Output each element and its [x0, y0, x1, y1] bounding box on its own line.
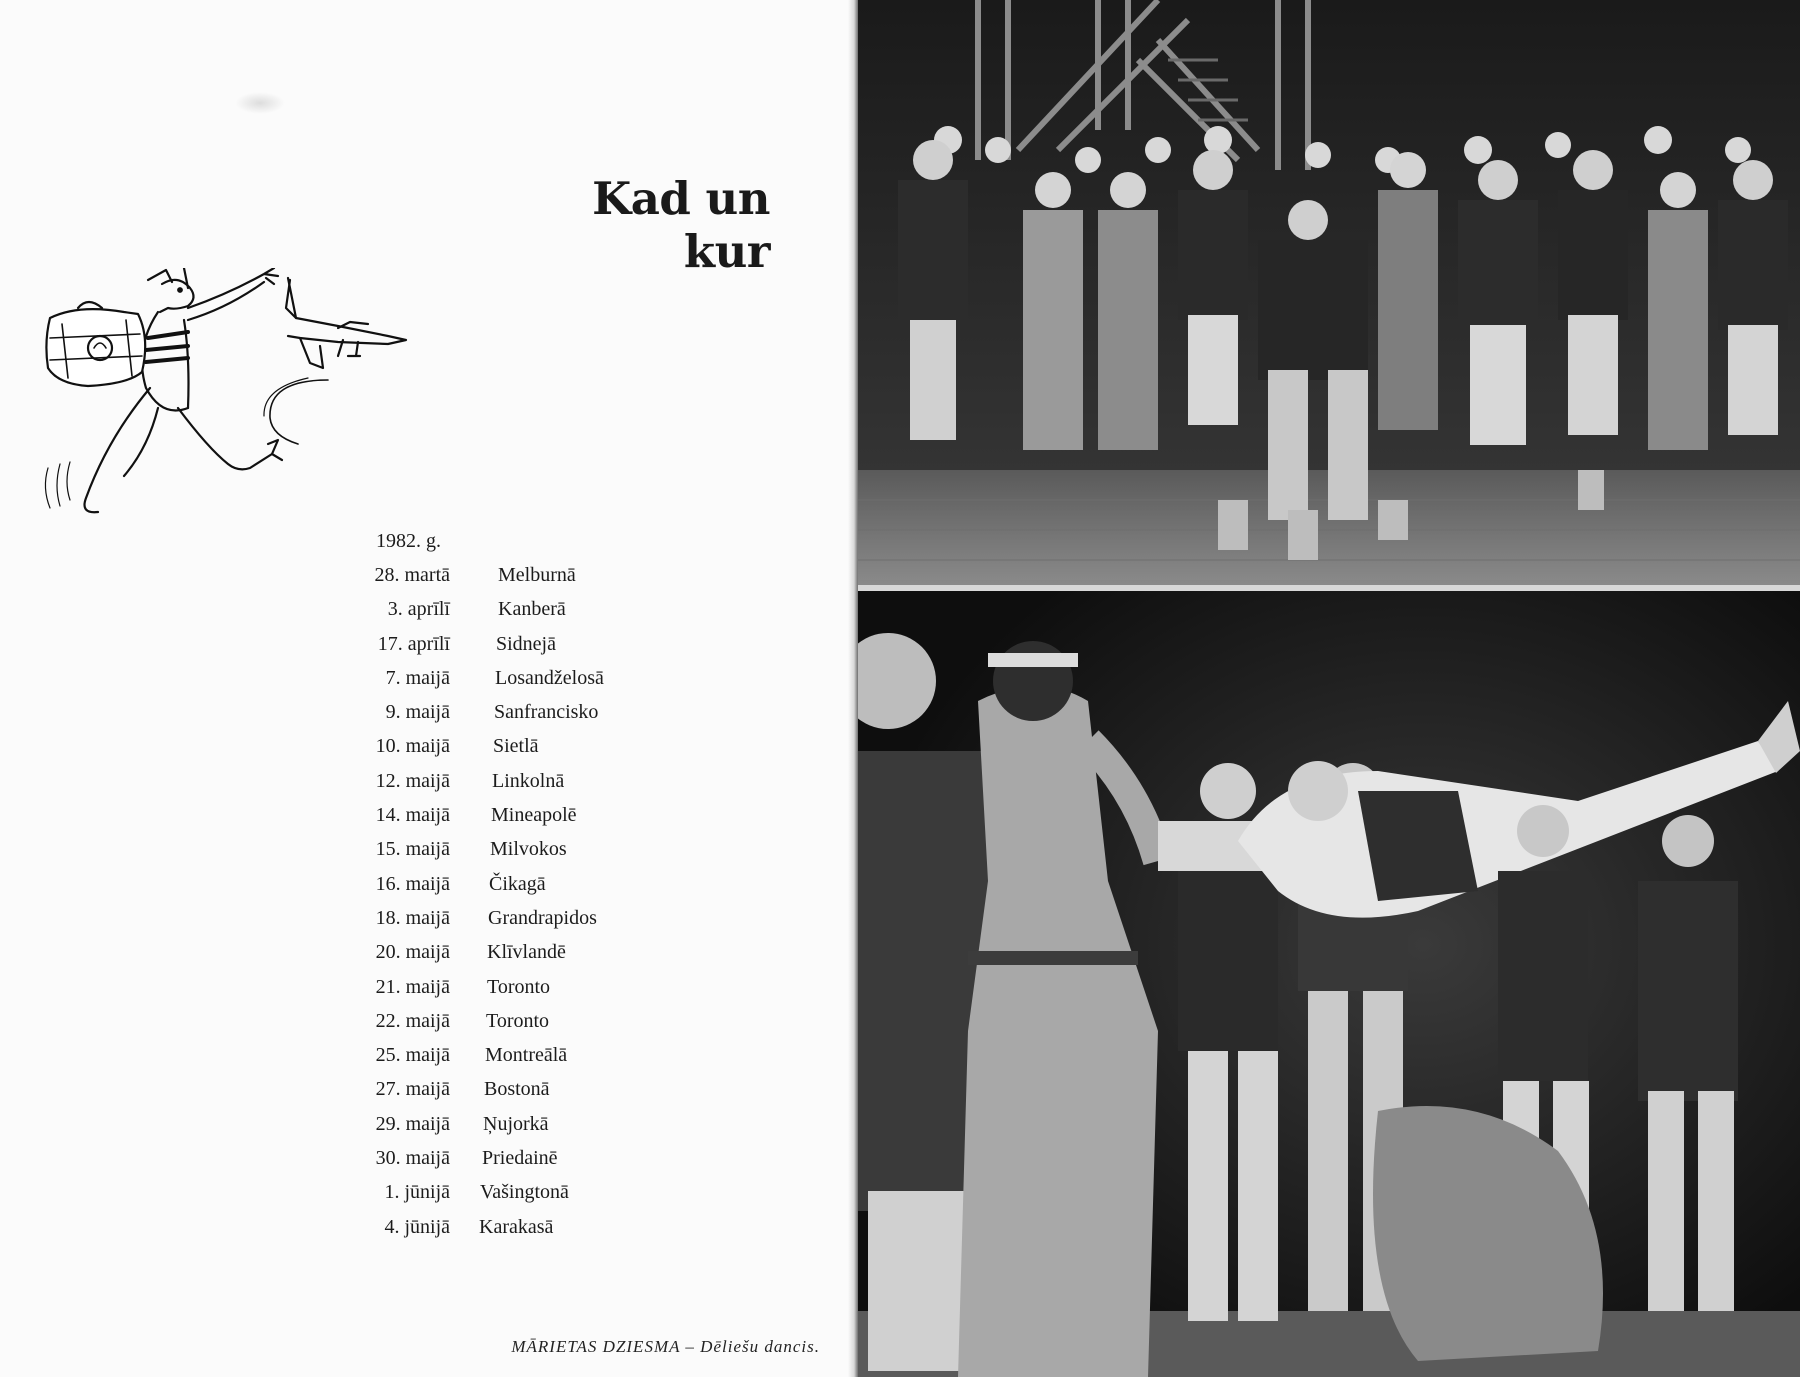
schedule-date: 22. maijā: [375, 1009, 450, 1032]
schedule-city: Grandrapidos: [488, 906, 597, 929]
schedule-row: [299, 1113, 700, 1147]
schedule-date: 25. maijā: [375, 1044, 450, 1067]
schedule-row: [303, 838, 700, 872]
schedule-row: [306, 598, 700, 632]
schedule-date: 1. jūnijā: [384, 1181, 450, 1204]
schedule-row: [297, 1216, 700, 1250]
schedule-city: Sanfrancisko: [494, 701, 599, 724]
schedule-city: Sidnejā: [496, 632, 556, 655]
schedule-city: Karakasā: [479, 1215, 554, 1238]
schedule-city: Vašingtonā: [480, 1181, 569, 1204]
schedule-row: [302, 907, 700, 941]
schedule-city: Priedainē: [482, 1147, 558, 1170]
page-gutter: [848, 0, 858, 1377]
schedule-row: [301, 941, 700, 975]
schedule-row: [303, 804, 700, 838]
tour-year: 1982. g.: [376, 530, 441, 552]
schedule-date: 18. maijā: [375, 906, 450, 929]
schedule-city: Mineapolē: [491, 804, 577, 827]
photo-caption: MĀRIETAS DZIESMA – Dēliešu dancis.: [511, 1337, 820, 1356]
page-title: Kad un kur: [592, 172, 770, 278]
stage-chorus-photo: [858, 0, 1800, 585]
schedule-date: 28. martā: [374, 564, 450, 586]
schedule-date: 14. maijā: [375, 804, 450, 827]
schedule-city: Ņujorkā: [483, 1112, 549, 1135]
schedule-city: Kanberā: [498, 598, 566, 621]
schedule-city: Čikagā: [489, 872, 546, 895]
schedule-row: [304, 770, 700, 804]
schedule-row: [304, 735, 700, 769]
left-page: [0, 0, 855, 1377]
schedule-date: 29. maijā: [375, 1112, 450, 1135]
schedule-date: 9. maijā: [385, 701, 450, 724]
tour-schedule: [300, 564, 700, 1250]
schedule-date: 20. maijā: [375, 941, 450, 964]
schedule-date: 15. maijā: [375, 838, 450, 861]
schedule-city: Klīvlandē: [487, 941, 566, 964]
schedule-date: 4. jūnijā: [384, 1215, 450, 1238]
schedule-date: 12. maijā: [375, 769, 450, 792]
schedule-city: Melburnā: [498, 564, 576, 586]
schedule-row: [305, 633, 700, 667]
schedule-row: [300, 1078, 700, 1112]
schedule-city: Toronto: [487, 975, 551, 998]
schedule-row: [305, 667, 700, 701]
schedule-city: Sietlā: [493, 735, 539, 758]
print-smudge: [235, 92, 285, 114]
schedule-row: [301, 1010, 700, 1044]
schedule-date: 21. maijā: [375, 975, 450, 998]
schedule-date: 17. aprīlī: [377, 632, 450, 655]
schedule-row: [304, 701, 700, 735]
schedule-row: [302, 873, 700, 907]
schedule-city: Bostonā: [484, 1078, 550, 1101]
schedule-date: 16. maijā: [375, 872, 450, 895]
schedule-city: Linkolnā: [492, 769, 565, 792]
schedule-city: Losandželosā: [495, 666, 604, 689]
schedule-row: [299, 1147, 700, 1181]
schedule-date: 3. aprīlī: [387, 598, 450, 621]
schedule-city: Toronto: [486, 1009, 550, 1032]
schedule-date: 27. maijā: [375, 1078, 450, 1101]
dance-scene-photo: [858, 591, 1800, 1377]
schedule-row: [306, 564, 700, 598]
schedule-date: 7. maijā: [385, 666, 450, 689]
schedule-date: 10. maijā: [375, 735, 450, 758]
schedule-row: [301, 976, 700, 1010]
schedule-date: 30. maijā: [375, 1147, 450, 1170]
schedule-city: Milvokos: [490, 838, 567, 861]
schedule-row: [300, 1044, 700, 1078]
schedule-city: Montreālā: [485, 1044, 568, 1067]
schedule-row: [298, 1181, 700, 1215]
